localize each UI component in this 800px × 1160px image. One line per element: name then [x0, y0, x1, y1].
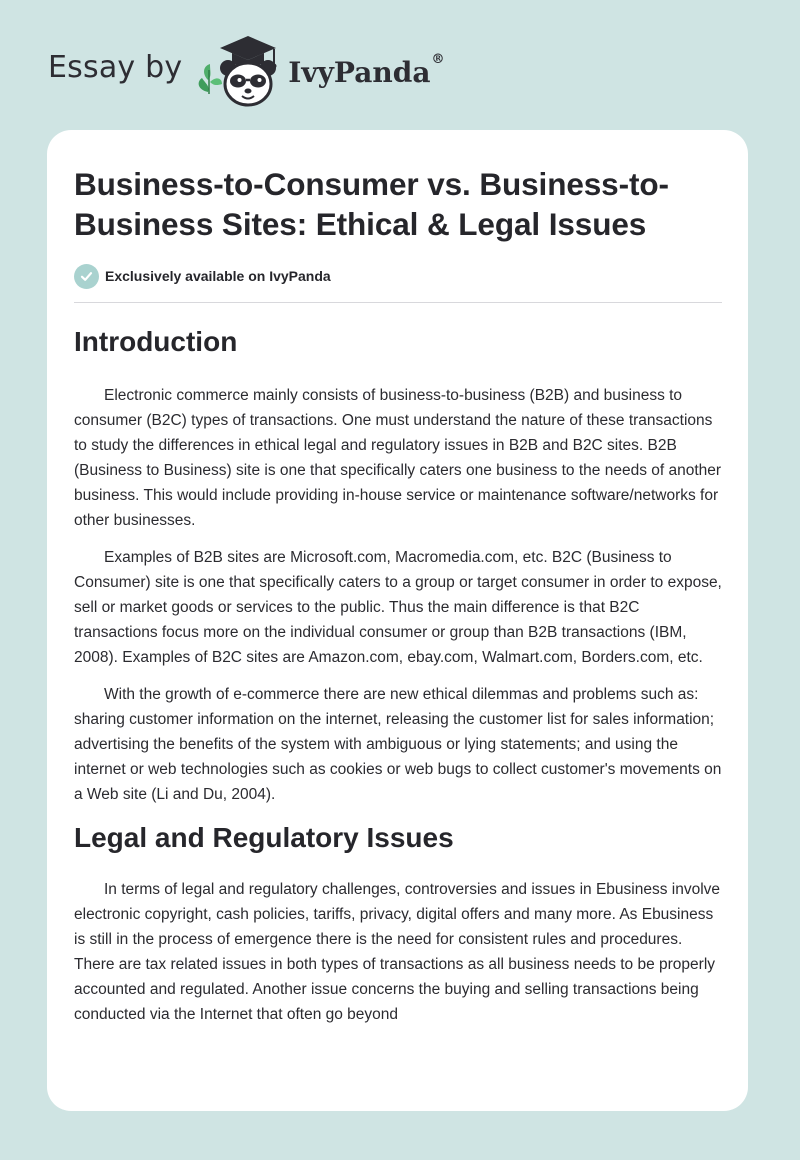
brand-header: [48, 30, 444, 110]
paragraph: Examples of B2B sites are Microsoft.com, Macromedia.com, etc. B2C (Business to Consumer) site is one that specifically caters to a group or target consumer in order to expose, sell or market goods or services to the public. Thus the main difference is that B2C transactions focus more on the individual consumer or group than B2B transactions (IBM, 2008). Examples of B2C sites are Amazon.com, ebay.com, Walmart.com, Borders.com, etc.: [74, 549, 722, 666]
exclusive-badge-text: Exclusively available on IvyPanda: [105, 268, 331, 284]
essay-card: [47, 130, 748, 1111]
section-introduction: [74, 323, 722, 807]
exclusive-badge: [74, 262, 722, 290]
paragraph: Electronic commerce mainly consists of business-to-business (B2B) and business to consumer (B2C) types of transactions. One must understand the nature of these transactions to study the differences in ethical legal and regulatory issues in B2B and B2C sites. B2B (Business to Business) site is one that specifically caters one business to the needs of another business. This would include providing in-house service or maintenance software/networks for other businesses.: [74, 387, 722, 529]
section-heading: Introduction: [74, 326, 238, 357]
registered-mark: ®: [431, 51, 445, 67]
paragraph: With the growth of e-commerce there are new ethical dilemmas and problems such as: sharing customer information on the internet, releasing the customer list for sales information; advertising the benefits of the system with ambiguous or lying statements; and using the internet or web technologies such as cookies or web bugs to collect customer's movements on a Web site (Li and Du, 2004).: [74, 686, 722, 803]
title-divider: [74, 302, 722, 303]
essay-by-label: Essay by: [48, 49, 183, 85]
section-legal-regulatory: [74, 819, 722, 1027]
section-heading: Legal and Regulatory Issues: [74, 822, 454, 853]
check-badge-icon: [74, 264, 99, 289]
brand-name-text: IvyPanda: [288, 55, 431, 89]
panda-graduate-logo-icon: [194, 30, 286, 110]
page-title: Business-to-Consumer vs. Business-to-Business Sites: Ethical & Legal Issues: [74, 166, 669, 242]
paragraph: In terms of legal and regulatory challenges, controversies and issues in Ebusiness involve electronic copyright, cash policies, tariffs, privacy, digital offers and many more. As Ebusiness is still in the process of emergence there is the need for consistent rules and procedures. There are tax related issues in both types of transactions as all business needs to be properly accounted and regulated. Another issue concerns the buying and selling transactions being conducted via the Internet that often go beyond: [74, 881, 721, 1023]
brand-name: [288, 51, 445, 89]
